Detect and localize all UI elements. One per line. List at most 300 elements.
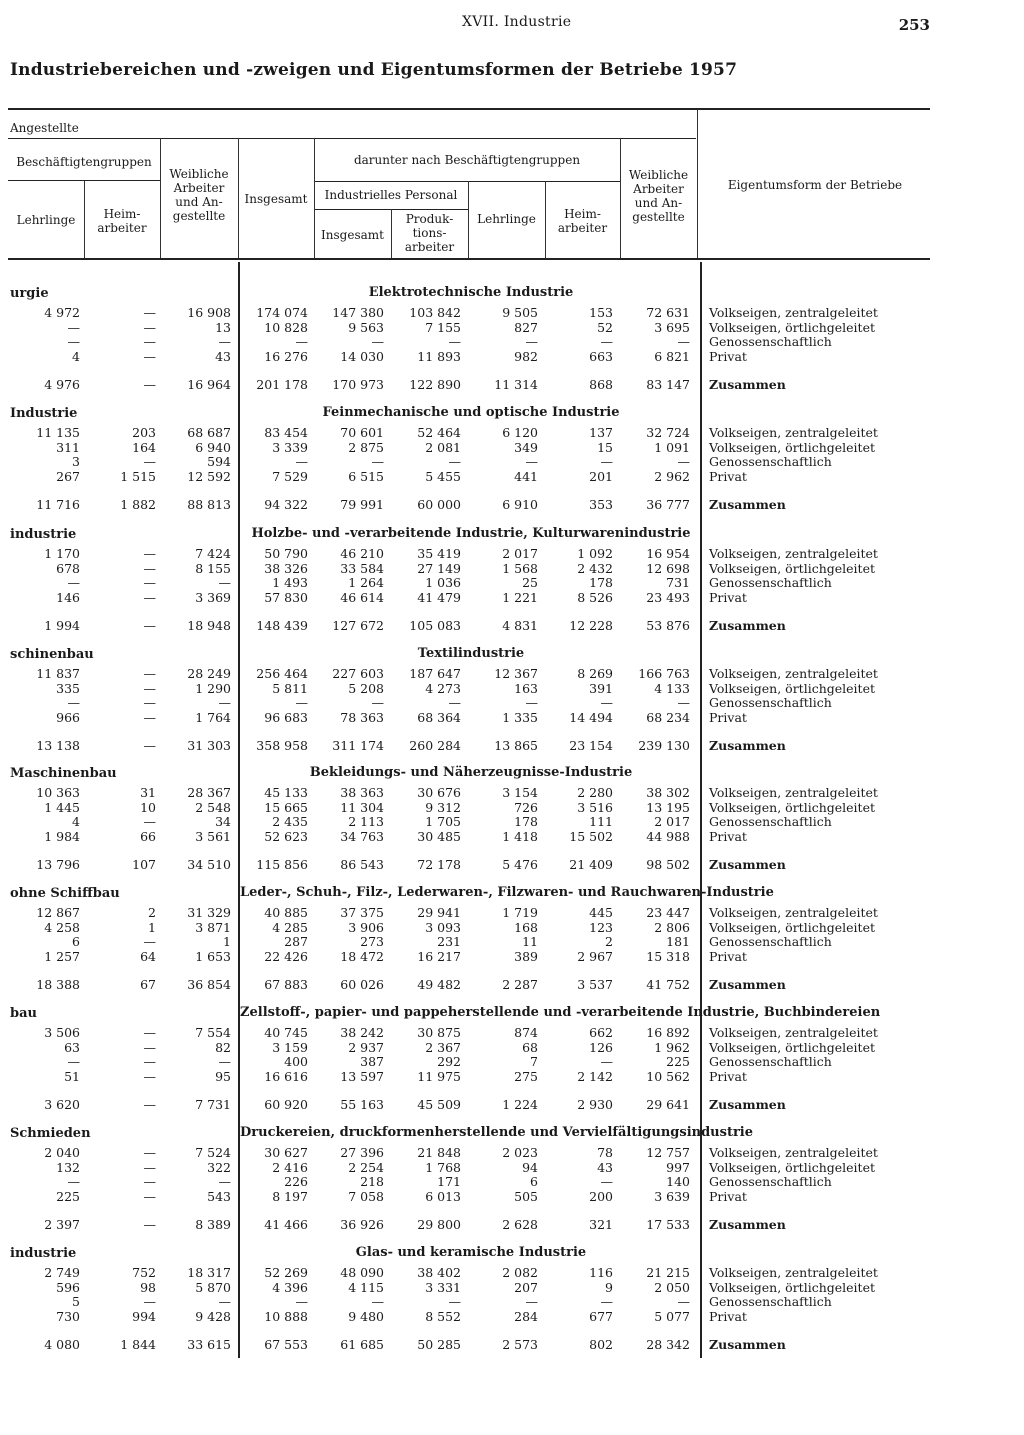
table-cell: 7 [530, 1054, 538, 1069]
table-cell: 12 367 [494, 666, 538, 681]
table-cell: 25 [522, 575, 538, 590]
table-cell: 389 [514, 948, 538, 964]
table-cell: 966 [56, 709, 80, 725]
table-cell: 441 [514, 468, 538, 484]
table-cell: 30 676 [417, 785, 461, 800]
total-cell: 17 533 [646, 1217, 690, 1232]
table-cell: 2 416 [272, 1159, 308, 1175]
header-bottom-rule [8, 258, 930, 260]
table-cell: 8 155 [195, 560, 231, 576]
table-cell: 12 592 [187, 468, 231, 484]
hdr-angestellte: Angestellte [10, 121, 79, 135]
table-cell: 8 552 [425, 1308, 461, 1324]
table-cell: — [295, 334, 308, 349]
total-cell: 88 813 [187, 497, 231, 512]
table-cell: 140 [666, 1174, 690, 1189]
table-cell: 1 568 [502, 560, 538, 576]
table-cell: 27 396 [340, 1145, 384, 1160]
table-cell: — [600, 1174, 613, 1189]
table-cell: 201 [589, 468, 613, 484]
table-cell: 2 081 [425, 439, 461, 455]
hdr-ip-insgesamt: Insgesamt [321, 228, 384, 242]
total-cell: 18 388 [36, 977, 80, 992]
ownership-label: Volkseigen, zentralgeleitet [709, 1025, 878, 1040]
table-cell: 38 402 [417, 1265, 461, 1280]
total-cell: 18 948 [187, 618, 231, 633]
table-cell: — [143, 305, 156, 320]
ownership-label: Genossenschaftlich [709, 334, 832, 349]
table-cell: 28 367 [187, 785, 231, 800]
table-cell: 594 [207, 454, 231, 469]
table-cell: 43 [597, 1159, 613, 1175]
table-cell: 3 506 [44, 1025, 80, 1040]
total-cell: 83 147 [646, 377, 690, 392]
total-cell: 802 [589, 1337, 613, 1352]
ownership-label: Volkseigen, örtlichgeleitet [709, 919, 875, 935]
table-cell: 21 215 [646, 1265, 690, 1280]
table-cell: — [295, 695, 308, 710]
table-cell: 33 584 [340, 560, 384, 576]
table-cell: 2 875 [348, 439, 384, 455]
total-cell: 72 178 [417, 857, 461, 872]
table-cell: 1 768 [425, 1159, 461, 1175]
total-cell: 311 174 [332, 738, 384, 753]
table-cell: 256 464 [256, 666, 308, 681]
table-cell: — [143, 546, 156, 561]
table-cell: 6 [72, 934, 80, 949]
total-cell: 11 314 [494, 377, 538, 392]
total-cell: 170 973 [332, 377, 384, 392]
table-cell: 4 [72, 814, 80, 829]
ownership-label: Volkseigen, zentralgeleitet [709, 785, 878, 800]
table-cell: 9 505 [502, 305, 538, 320]
table-cell: 38 326 [264, 560, 308, 576]
table-cell: 38 302 [646, 785, 690, 800]
table-cell: 4 [72, 348, 80, 364]
table-cell: 827 [514, 319, 538, 335]
table-cell: 171 [437, 1174, 461, 1189]
table-cell: — [143, 334, 156, 349]
table-cell: 57 830 [264, 589, 308, 605]
table-cell: 37 375 [340, 905, 384, 920]
table-cell: 15 665 [264, 799, 308, 815]
total-cell: 2 930 [577, 1097, 613, 1112]
table-cell: 35 419 [417, 546, 461, 561]
total-cell: — [143, 377, 156, 392]
table-cell: 3 331 [425, 1279, 461, 1295]
ownership-label: Genossenschaftlich [709, 695, 832, 710]
table-cell: 3 639 [654, 1188, 690, 1204]
total-cell: 3 537 [577, 977, 613, 992]
table-cell: 46 614 [340, 589, 384, 605]
table-cell: — [143, 680, 156, 696]
total-cell: 4 976 [44, 377, 80, 392]
table-cell: 311 [56, 439, 80, 455]
table-cell: 15 318 [646, 948, 690, 964]
ownership-label: Privat [709, 1068, 747, 1084]
table-cell: 38 242 [340, 1025, 384, 1040]
hdr-produktionsarbeiter: Produk- tions- arbeiter [404, 212, 455, 254]
table-cell: — [67, 575, 80, 590]
table-cell: 3 871 [195, 919, 231, 935]
table-cell: — [143, 1039, 156, 1055]
table-cell: 10 [140, 799, 156, 815]
ownership-label: Privat [709, 348, 747, 364]
table-cell: 78 363 [340, 709, 384, 725]
table-cell: 4 285 [272, 919, 308, 935]
total-cell: 148 439 [256, 618, 308, 633]
ownership-label: Privat [709, 948, 747, 964]
total-cell: 1 224 [502, 1097, 538, 1112]
table-cell: — [525, 454, 538, 469]
table-cell: — [143, 560, 156, 576]
table-cell: — [677, 695, 690, 710]
total-cell: 41 752 [646, 977, 690, 992]
table-cell: — [67, 319, 80, 335]
hdr-insgesamt: Insgesamt [244, 192, 308, 206]
hdr-industrielles-personal: Industrielles Personal [324, 188, 458, 202]
table-cell: 6 013 [425, 1188, 461, 1204]
total-cell: 28 342 [646, 1337, 690, 1352]
table-cell: 48 090 [340, 1265, 384, 1280]
table-cell: 8 197 [272, 1188, 308, 1204]
total-cell: — [143, 738, 156, 753]
table-cell: — [525, 334, 538, 349]
table-cell: 1 764 [195, 709, 231, 725]
table-cell: — [218, 1294, 231, 1309]
table-cell: 11 975 [417, 1068, 461, 1084]
ownership-label: Genossenschaftlich [709, 1174, 832, 1189]
table-cell: 3 [72, 454, 80, 469]
table-cell: 1 719 [502, 905, 538, 920]
table-cell: — [600, 1054, 613, 1069]
total-cell: 11 716 [36, 497, 80, 512]
table-cell: 267 [56, 468, 80, 484]
table-cell: 68 234 [646, 709, 690, 725]
total-cell: 21 409 [569, 857, 613, 872]
table-cell: 731 [666, 575, 690, 590]
total-cell: 8 389 [195, 1217, 231, 1232]
table-cell: 1 418 [502, 828, 538, 844]
table-cell: 2 113 [348, 814, 384, 829]
total-label: Zusammen [709, 857, 786, 872]
total-cell: 45 509 [417, 1097, 461, 1112]
table-cell: 21 848 [417, 1145, 461, 1160]
table-cell: 997 [666, 1159, 690, 1175]
table-cell: 322 [207, 1159, 231, 1175]
total-cell: — [143, 1097, 156, 1112]
table-cell: 225 [56, 1188, 80, 1204]
total-cell: 29 641 [646, 1097, 690, 1112]
total-cell: 4 080 [44, 1337, 80, 1352]
ownership-label: Volkseigen, zentralgeleitet [709, 1145, 878, 1160]
table-cell: 225 [666, 1054, 690, 1069]
table-cell: 111 [589, 814, 613, 829]
total-cell: — [143, 1217, 156, 1232]
table-cell: 15 502 [569, 828, 613, 844]
table-cell: 168 [514, 919, 538, 935]
table-cell: — [143, 1188, 156, 1204]
total-cell: 60 000 [417, 497, 461, 512]
table-cell: 70 601 [340, 425, 384, 440]
table-cell: 95 [215, 1068, 231, 1084]
table-cell: 543 [207, 1188, 231, 1204]
table-cell: 78 [597, 1145, 613, 1160]
table-cell: 335 [56, 680, 80, 696]
table-cell: 52 464 [417, 425, 461, 440]
section-title: Holzbe- und -verarbeitende Industrie, Kulturwarenindustrie [251, 526, 691, 541]
table-cell: 273 [360, 934, 384, 949]
table-cell: 12 867 [36, 905, 80, 920]
table-cell: 94 [522, 1159, 538, 1175]
table-cell: — [218, 334, 231, 349]
table-cell: 44 988 [646, 828, 690, 844]
table-cell: 1 984 [44, 828, 80, 844]
table-cell: — [143, 934, 156, 949]
table-cell: 98 [140, 1279, 156, 1295]
table-cell: 2 [148, 905, 156, 920]
table-cell: 11 893 [417, 348, 461, 364]
table-cell: 994 [132, 1308, 156, 1324]
total-cell: 53 876 [646, 618, 690, 633]
table-cell: 349 [514, 439, 538, 455]
hdr-eigentumsform: Eigentumsform der Betriebe [727, 178, 903, 192]
total-label: Zusammen [709, 497, 786, 512]
table-cell: 3 695 [654, 319, 690, 335]
table-cell: 10 888 [264, 1308, 308, 1324]
angestellte-rule [8, 138, 696, 139]
total-cell: 1 882 [120, 497, 156, 512]
ownership-label: Genossenschaftlich [709, 575, 832, 590]
table-cell: — [448, 1294, 461, 1309]
table-cell: 16 954 [646, 546, 690, 561]
ownership-label: Privat [709, 1308, 747, 1324]
table-cell: 40 885 [264, 905, 308, 920]
total-cell: 122 890 [409, 377, 461, 392]
total-label: Zusammen [709, 977, 786, 992]
table-cell: 6 821 [654, 348, 690, 364]
table-cell: 1 [223, 934, 231, 949]
section-title: Leder-, Schuh-, Filz-, Lederwaren-, Filzwaren- und Rauchwaren-Industrie [240, 885, 774, 900]
ownership-label: Volkseigen, örtlichgeleitet [709, 1039, 875, 1055]
table-cell: 387 [360, 1054, 384, 1069]
table-cell: 8 269 [577, 666, 613, 681]
table-cell: 3 093 [425, 919, 461, 935]
table-cell: 16 616 [264, 1068, 308, 1084]
table-cell: 3 159 [272, 1039, 308, 1055]
hdr-heimarbeiter: Heim- arbeiter [97, 207, 147, 235]
section-left-label: industrie [10, 527, 77, 542]
table-cell: 218 [360, 1174, 384, 1189]
total-cell: 2 287 [502, 977, 538, 992]
table-cell: — [295, 1294, 308, 1309]
table-cell: 43 [215, 348, 231, 364]
table-cell: 1 221 [502, 589, 538, 605]
total-cell: 5 476 [502, 857, 538, 872]
hdr-v9 [697, 110, 698, 258]
ownership-label: Volkseigen, örtlichgeleitet [709, 560, 875, 576]
hdr-darunter: darunter nach Beschäftigtengruppen [353, 153, 581, 167]
total-cell: 260 284 [409, 738, 461, 753]
table-cell: 14 030 [340, 348, 384, 364]
table-cell: 63 [64, 1039, 80, 1055]
section-title: Zellstoff-, papier- und pappeherstellende und -verarbeitende Industrie, Buchbindereien [240, 1005, 881, 1020]
table-cell: — [143, 319, 156, 335]
table-cell: 64 [140, 948, 156, 964]
table-cell: 6 120 [502, 425, 538, 440]
total-cell: 50 285 [417, 1337, 461, 1352]
table-cell: 677 [589, 1308, 613, 1324]
table-cell: 18 472 [340, 948, 384, 964]
table-cell: 2 023 [502, 1145, 538, 1160]
table-cell: 34 [215, 814, 231, 829]
table-cell: 203 [132, 425, 156, 440]
ownership-label: Volkseigen, zentralgeleitet [709, 546, 878, 561]
table-cell: — [448, 454, 461, 469]
total-cell: 239 130 [638, 738, 690, 753]
table-cell: — [218, 1174, 231, 1189]
table-cell: 32 724 [646, 425, 690, 440]
table-cell: — [143, 1174, 156, 1189]
table-cell: 28 249 [187, 666, 231, 681]
table-cell: — [218, 575, 231, 590]
table-cell: 874 [514, 1025, 538, 1040]
table-cell: 231 [437, 934, 461, 949]
table-cell: 6 [530, 1174, 538, 1189]
total-cell: 16 964 [187, 377, 231, 392]
table-cell: 9 480 [348, 1308, 384, 1324]
table-cell: — [67, 1174, 80, 1189]
table-cell: — [218, 1054, 231, 1069]
table-cell: 23 447 [646, 905, 690, 920]
table-cell: 1 653 [195, 948, 231, 964]
table-cell: 207 [514, 1279, 538, 1295]
total-cell: 86 543 [340, 857, 384, 872]
table-cell: — [143, 1294, 156, 1309]
table-cell: 1 962 [654, 1039, 690, 1055]
ownership-label: Privat [709, 828, 747, 844]
hdr-lehrlinge-right: Lehrlinge [477, 212, 536, 226]
table-cell: — [143, 1145, 156, 1160]
total-cell: 13 796 [36, 857, 80, 872]
table-cell: 3 154 [502, 785, 538, 800]
section-title: Glas- und keramische Industrie [355, 1245, 587, 1260]
table-cell: 137 [589, 425, 613, 440]
table-cell: — [143, 1068, 156, 1084]
total-cell: 67 883 [264, 977, 308, 992]
table-cell: 2 050 [654, 1279, 690, 1295]
table-cell: 8 526 [577, 589, 613, 605]
table-cell: — [67, 334, 80, 349]
table-cell: 4 258 [44, 919, 80, 935]
table-cell: 174 074 [256, 305, 308, 320]
table-cell: 181 [666, 934, 690, 949]
table-cell: 1 515 [120, 468, 156, 484]
table-cell: 11 [522, 934, 538, 949]
total-cell: 55 163 [340, 1097, 384, 1112]
table-cell: 31 329 [187, 905, 231, 920]
ownership-label: Volkseigen, örtlichgeleitet [709, 1279, 875, 1295]
ownership-label: Volkseigen, zentralgeleitet [709, 905, 878, 920]
table-cell: 1 091 [654, 439, 690, 455]
table-cell: 9 428 [195, 1308, 231, 1324]
table-cell: 9 [605, 1279, 613, 1295]
table-cell: 153 [589, 305, 613, 320]
table-cell: 1 290 [195, 680, 231, 696]
table-cell: — [677, 454, 690, 469]
table-cell: 41 479 [417, 589, 461, 605]
table-cell: 2 017 [502, 546, 538, 561]
total-label: Zusammen [709, 738, 786, 753]
total-cell: 105 083 [409, 618, 461, 633]
page-title: Industriebereichen und -zweigen und Eigentumsformen der Betriebe 1957 [10, 60, 738, 80]
body-v-right [700, 262, 702, 1358]
table-cell: 2 937 [348, 1039, 384, 1055]
table-cell: 11 304 [340, 799, 384, 815]
section-left-label: Industrie [10, 406, 78, 421]
table-cell: 132 [56, 1159, 80, 1175]
table-cell: 52 623 [264, 828, 308, 844]
total-cell: 13 865 [494, 738, 538, 753]
ownership-label: Privat [709, 1188, 747, 1204]
total-cell: 1 994 [44, 618, 80, 633]
table-cell: 123 [589, 919, 613, 935]
total-label: Zusammen [709, 1097, 786, 1112]
table-cell: — [600, 1294, 613, 1309]
table-cell: — [143, 454, 156, 469]
table-cell: 227 603 [332, 666, 384, 681]
total-cell: 321 [589, 1217, 613, 1232]
ownership-label: Volkseigen, örtlichgeleitet [709, 439, 875, 455]
ownership-label: Volkseigen, örtlichgeleitet [709, 799, 875, 815]
table-cell: — [371, 334, 384, 349]
table-cell: 3 516 [577, 799, 613, 815]
total-cell: 98 502 [646, 857, 690, 872]
table-cell: 982 [514, 348, 538, 364]
table-cell: — [371, 1294, 384, 1309]
table-cell: 15 [597, 439, 613, 455]
table-cell: 4 273 [425, 680, 461, 696]
table-cell: 163 [514, 680, 538, 696]
table-cell: 164 [132, 439, 156, 455]
running-head: XVII. Industrie [462, 14, 572, 30]
table-cell: 726 [514, 799, 538, 815]
table-cell: 82 [215, 1039, 231, 1055]
table-cell: 3 561 [195, 828, 231, 844]
table-cell: 147 380 [332, 305, 384, 320]
table-cell: — [143, 1025, 156, 1040]
table-cell: — [525, 695, 538, 710]
total-cell: 23 154 [569, 738, 613, 753]
table-cell: 2 967 [577, 948, 613, 964]
total-cell: 36 777 [646, 497, 690, 512]
section-left-label: urgie [10, 286, 49, 301]
table-cell: 16 276 [264, 348, 308, 364]
ownership-label: Privat [709, 468, 747, 484]
total-cell: 41 466 [264, 1217, 308, 1232]
table-cell: 68 364 [417, 709, 461, 725]
total-cell: 12 228 [569, 618, 613, 633]
table-cell: 18 317 [187, 1265, 231, 1280]
table-cell: — [143, 348, 156, 364]
table-cell: 7 424 [195, 546, 231, 561]
table-cell: 7 155 [425, 319, 461, 335]
total-cell: 127 672 [332, 618, 384, 633]
table-cell: 9 312 [425, 799, 461, 815]
table-cell: 662 [589, 1025, 613, 1040]
table-cell: 1 493 [272, 575, 308, 590]
table-cell: 46 210 [340, 546, 384, 561]
